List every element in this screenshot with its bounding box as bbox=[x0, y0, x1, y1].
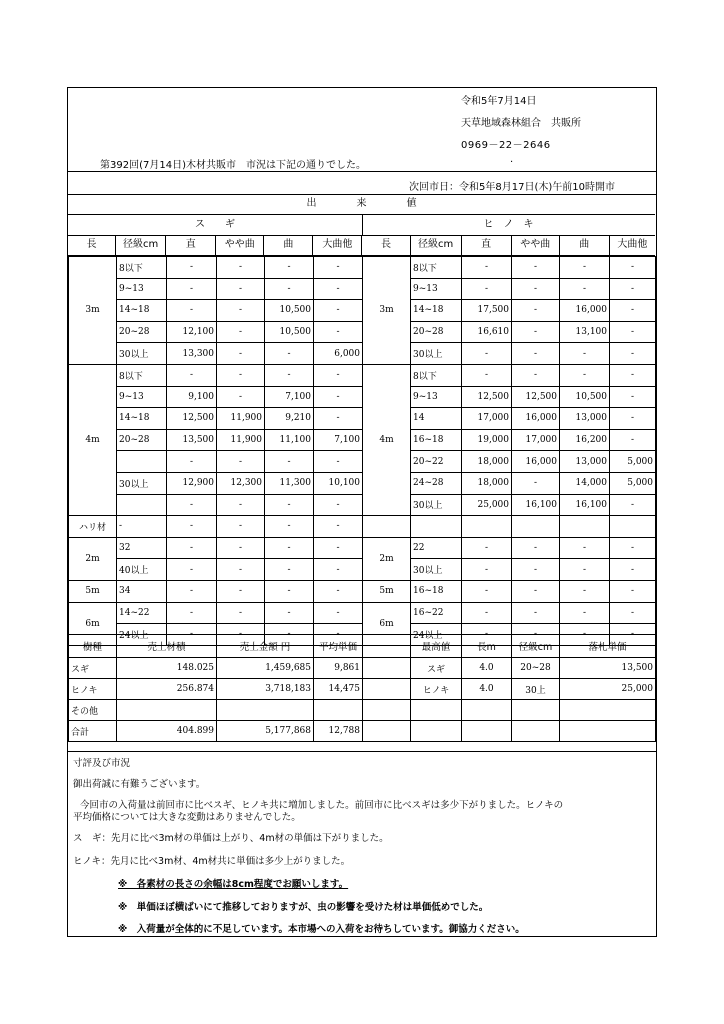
price-cell: - bbox=[314, 624, 363, 646]
price-cell: - bbox=[217, 494, 265, 516]
summary-row bbox=[69, 700, 656, 721]
summary-header-cell: 最高値 bbox=[411, 635, 462, 658]
price-cell: 13,100 bbox=[560, 321, 610, 343]
stray-dot: . bbox=[510, 154, 514, 165]
length-cell: 2m bbox=[69, 537, 117, 580]
price-cell: 5,000 bbox=[610, 451, 656, 473]
summary-header-cell: 落札単価 bbox=[560, 635, 656, 658]
price-cell: 11,300 bbox=[265, 472, 314, 494]
price-cell: 12,900 bbox=[167, 472, 217, 494]
summary-header-cell: 売上金額 円 bbox=[217, 635, 314, 658]
price-cell: - bbox=[462, 537, 512, 559]
table-row bbox=[69, 472, 656, 494]
col-straight-h: 直 bbox=[462, 235, 512, 255]
price-cell: - bbox=[610, 408, 656, 430]
price-cell: - bbox=[167, 257, 217, 279]
summary-value-cell: 25,000 bbox=[560, 679, 656, 700]
price-cell: 17,000 bbox=[512, 429, 560, 451]
summary-spacer-cell bbox=[363, 635, 411, 658]
summary-table bbox=[68, 634, 656, 742]
diameter-cell: 34 bbox=[117, 580, 167, 602]
price-cell: - bbox=[265, 451, 314, 473]
note-supply-shortage: ※ 入荷量が全体的に不足しています。本市場への入荷をお待ちしています。御協力ください。 bbox=[118, 924, 525, 935]
price-cell: - bbox=[217, 386, 265, 408]
price-cell: - bbox=[265, 364, 314, 386]
summary-value-cell: 148.025 bbox=[117, 658, 217, 679]
col-slightly-curved: やや曲 bbox=[216, 235, 264, 255]
price-cell: - bbox=[512, 602, 560, 624]
summary-value-cell: 256.874 bbox=[117, 679, 217, 700]
diameter-cell bbox=[117, 494, 167, 516]
length-cell: 4m bbox=[69, 364, 117, 515]
price-cell: 16,100 bbox=[560, 494, 610, 516]
diameter-cell: 8以下 bbox=[117, 257, 167, 279]
summary-header-row bbox=[69, 635, 656, 658]
table-row bbox=[69, 278, 656, 300]
price-cell: 10,500 bbox=[560, 386, 610, 408]
price-cell: - bbox=[560, 559, 610, 581]
price-cell: 7,100 bbox=[314, 429, 363, 451]
price-cell: 12,500 bbox=[462, 386, 512, 408]
summary-spacer-cell bbox=[363, 700, 411, 721]
price-cell: 16,000 bbox=[560, 300, 610, 322]
summary-header-cell: 平均単価 bbox=[314, 635, 363, 658]
price-cell: 10,100 bbox=[314, 472, 363, 494]
price-cell: 16,610 bbox=[462, 321, 512, 343]
diameter-cell: 16~18 bbox=[411, 429, 462, 451]
price-cell: - bbox=[314, 537, 363, 559]
length-cell: 3m bbox=[69, 257, 117, 365]
summary-spacer-cell bbox=[363, 679, 411, 700]
summary-spacer-cell bbox=[363, 658, 411, 679]
price-cell: - bbox=[610, 278, 656, 300]
summary-spacer-cell bbox=[363, 721, 411, 742]
summary-value-cell: 20~28 bbox=[512, 658, 560, 679]
price-cell: - bbox=[314, 257, 363, 279]
phone-number: 0969－22－2646 bbox=[461, 140, 551, 151]
diameter-cell: 32 bbox=[117, 537, 167, 559]
summary-value-cell: 404.899 bbox=[117, 721, 217, 742]
diameter-cell: 14~18 bbox=[117, 300, 167, 322]
price-cell: - bbox=[167, 580, 217, 602]
price-cell: - bbox=[167, 602, 217, 624]
summary-value-cell bbox=[411, 700, 462, 721]
species-cell: ヒノキ bbox=[69, 679, 117, 700]
diameter-cell: 24~28 bbox=[411, 472, 462, 494]
price-cell: - bbox=[560, 343, 610, 365]
summary-value-cell: 14,475 bbox=[314, 679, 363, 700]
length-cell: ハリ材 bbox=[69, 516, 117, 538]
price-cell: - bbox=[512, 364, 560, 386]
price-cell: - bbox=[610, 580, 656, 602]
price-cell: 19,000 bbox=[462, 429, 512, 451]
table-row bbox=[69, 580, 656, 602]
price-cell bbox=[512, 516, 560, 538]
price-cell: - bbox=[217, 278, 265, 300]
price-cell: - bbox=[265, 559, 314, 581]
report-date: 令和5年7月14日 bbox=[461, 96, 537, 107]
price-cell: - bbox=[167, 516, 217, 538]
price-cell: - bbox=[560, 624, 610, 646]
greeting: 御出荷誠に有難うございます。 bbox=[73, 779, 206, 790]
organization-name: 天草地域森林組合 共販所 bbox=[461, 118, 581, 129]
summary-value-cell: 13,500 bbox=[560, 658, 656, 679]
summary-header-cell: 径級cm bbox=[512, 635, 560, 658]
summary-value-cell: 4.0 bbox=[462, 679, 512, 700]
length-cell: 4m bbox=[363, 364, 411, 515]
section-title: 出 来 値 bbox=[68, 194, 655, 215]
report-title: 第392回(7月14日)木材共販市 市況は下記の通りでした。 bbox=[100, 160, 366, 171]
diameter-cell: 9~13 bbox=[411, 386, 462, 408]
summary-header-cell: 長m bbox=[462, 635, 512, 658]
comments-divider bbox=[68, 751, 656, 752]
summary-value-cell bbox=[462, 700, 512, 721]
diameter-cell: 8以下 bbox=[411, 257, 462, 279]
price-cell: - bbox=[610, 257, 656, 279]
length-cell: 5m bbox=[363, 580, 411, 602]
table-row bbox=[69, 257, 656, 279]
price-cell: - bbox=[265, 624, 314, 646]
price-cell: - bbox=[217, 602, 265, 624]
price-cell: - bbox=[314, 559, 363, 581]
diameter-cell: 30以上 bbox=[117, 343, 167, 365]
summary-value-cell bbox=[462, 721, 512, 742]
price-cell: - bbox=[610, 494, 656, 516]
price-report-sheet bbox=[67, 87, 657, 937]
diameter-cell: 30以上 bbox=[411, 343, 462, 365]
price-cell: - bbox=[560, 364, 610, 386]
table-row bbox=[69, 537, 656, 559]
price-cell: 12,500 bbox=[167, 408, 217, 430]
summary-value-cell: 12,788 bbox=[314, 721, 363, 742]
price-cell: - bbox=[462, 278, 512, 300]
price-cell: 6,000 bbox=[314, 343, 363, 365]
price-cell: - bbox=[512, 580, 560, 602]
price-cell: - bbox=[610, 559, 656, 581]
price-cell: 13,500 bbox=[167, 429, 217, 451]
price-cell: 13,300 bbox=[167, 343, 217, 365]
price-cell: 12,500 bbox=[512, 386, 560, 408]
col-length: 長 bbox=[68, 235, 116, 255]
diameter-cell: 24以上 bbox=[411, 624, 462, 646]
price-cell: 12,300 bbox=[217, 472, 265, 494]
price-cell: - bbox=[314, 451, 363, 473]
price-cell: 11,900 bbox=[217, 429, 265, 451]
price-cell: - bbox=[217, 300, 265, 322]
price-cell: 13,000 bbox=[560, 408, 610, 430]
diameter-cell: 40以上 bbox=[117, 559, 167, 581]
price-cell: - bbox=[610, 429, 656, 451]
price-cell: - bbox=[167, 559, 217, 581]
summary-value-cell: 4.0 bbox=[462, 658, 512, 679]
col-straight: 直 bbox=[166, 235, 216, 255]
price-cell bbox=[560, 516, 610, 538]
price-cell: - bbox=[314, 300, 363, 322]
diameter-cell bbox=[411, 516, 462, 538]
table-row bbox=[69, 516, 656, 538]
price-cell: - bbox=[610, 386, 656, 408]
summary-value-cell bbox=[512, 700, 560, 721]
table-row bbox=[69, 602, 656, 624]
price-cell: 7,100 bbox=[265, 386, 314, 408]
summary-header-cell: 売上材積 bbox=[117, 635, 217, 658]
col-very-curved: 大曲他 bbox=[313, 235, 362, 255]
diameter-cell: 9~13 bbox=[117, 386, 167, 408]
price-cell: - bbox=[217, 580, 265, 602]
price-cell: - bbox=[217, 343, 265, 365]
price-cell: - bbox=[167, 364, 217, 386]
price-cell: - bbox=[462, 580, 512, 602]
diameter-cell bbox=[117, 451, 167, 473]
price-cell: - bbox=[265, 343, 314, 365]
price-cell: - bbox=[265, 494, 314, 516]
price-table bbox=[68, 256, 656, 646]
price-cell: - bbox=[167, 537, 217, 559]
summary-value-cell bbox=[560, 721, 656, 742]
price-cell: - bbox=[217, 537, 265, 559]
price-cell: - bbox=[560, 602, 610, 624]
note-insect-damage: ※ 単価ほぼ横ばいにて推移しておりますが、虫の影響を受けた材は単価低めでした。 bbox=[118, 902, 489, 913]
summary-row bbox=[69, 679, 656, 700]
diameter-cell: 8以下 bbox=[117, 364, 167, 386]
market-paragraph-line2: 平均価格については大きな変動はありませんでした。 bbox=[73, 812, 301, 823]
price-cell: - bbox=[560, 257, 610, 279]
diameter-cell: 30以上 bbox=[117, 472, 167, 494]
summary-value-cell: 1,459,685 bbox=[217, 658, 314, 679]
col-length-h: 長 bbox=[362, 235, 410, 255]
price-cell bbox=[610, 516, 656, 538]
price-cell: - bbox=[512, 559, 560, 581]
price-cell: - bbox=[217, 516, 265, 538]
hinoki-comment: ヒノキ：先月に比べ3m材、4m材共に単価は多少上がりました。 bbox=[73, 856, 351, 867]
price-cell: - bbox=[512, 537, 560, 559]
diameter-cell: 14~22 bbox=[117, 602, 167, 624]
price-cell: - bbox=[512, 278, 560, 300]
price-cell: - bbox=[610, 602, 656, 624]
price-cell: 17,500 bbox=[462, 300, 512, 322]
table-row bbox=[69, 451, 656, 473]
price-cell: 16,200 bbox=[560, 429, 610, 451]
price-cell: 9,210 bbox=[265, 408, 314, 430]
price-cell: - bbox=[265, 516, 314, 538]
price-cell: - bbox=[462, 343, 512, 365]
price-cell: - bbox=[512, 343, 560, 365]
diameter-cell: 16~18 bbox=[411, 580, 462, 602]
diameter-cell: 24以上 bbox=[117, 624, 167, 646]
diameter-cell: 9~13 bbox=[411, 278, 462, 300]
price-cell: - bbox=[314, 364, 363, 386]
price-cell: - bbox=[610, 364, 656, 386]
price-cell: - bbox=[314, 278, 363, 300]
price-cell: - bbox=[462, 602, 512, 624]
sugi-comment: ス ギ：先月に比べ3m材の単価は上がり、4m材の単価は下がりました。 bbox=[73, 833, 389, 844]
price-cell: - bbox=[462, 257, 512, 279]
price-cell: 17,000 bbox=[462, 408, 512, 430]
species-cell: その他 bbox=[69, 700, 117, 721]
price-cell bbox=[462, 516, 512, 538]
price-cell: - bbox=[265, 278, 314, 300]
diameter-cell: 14~18 bbox=[411, 300, 462, 322]
diameter-cell: 20~28 bbox=[117, 321, 167, 343]
price-cell: 9,100 bbox=[167, 386, 217, 408]
length-cell: 6m bbox=[69, 602, 117, 645]
price-cell: - bbox=[610, 343, 656, 365]
length-cell bbox=[363, 516, 411, 538]
summary-value-cell bbox=[411, 721, 462, 742]
price-cell: - bbox=[314, 321, 363, 343]
price-cell: 10,500 bbox=[265, 321, 314, 343]
table-row bbox=[69, 494, 656, 516]
price-cell: - bbox=[512, 321, 560, 343]
price-cell: - bbox=[462, 364, 512, 386]
col-curved-h: 曲 bbox=[560, 235, 610, 255]
col-slightly-curved-h: やや曲 bbox=[512, 235, 560, 255]
table-row bbox=[69, 300, 656, 322]
price-cell: - bbox=[265, 580, 314, 602]
price-cell: - bbox=[265, 257, 314, 279]
summary-header-cell: 樹種 bbox=[69, 635, 117, 658]
price-cell: - bbox=[167, 278, 217, 300]
price-cell: - bbox=[610, 300, 656, 322]
price-cell: 11,100 bbox=[265, 429, 314, 451]
table-row bbox=[69, 429, 656, 451]
species-cell: スギ bbox=[69, 658, 117, 679]
price-cell: - bbox=[217, 451, 265, 473]
length-cell: 6m bbox=[363, 602, 411, 645]
price-cell: 10,500 bbox=[265, 300, 314, 322]
price-cell: - bbox=[167, 451, 217, 473]
species-header-hinoki: ヒ ノ キ bbox=[362, 215, 655, 236]
diameter-cell: 8以下 bbox=[411, 364, 462, 386]
price-cell: - bbox=[167, 624, 217, 646]
price-cell: 16,100 bbox=[512, 494, 560, 516]
table-row bbox=[69, 386, 656, 408]
diameter-cell: 14 bbox=[411, 408, 462, 430]
price-cell: - bbox=[265, 602, 314, 624]
price-cell: - bbox=[265, 537, 314, 559]
price-cell: - bbox=[314, 386, 363, 408]
summary-value-cell: 3,718,183 bbox=[217, 679, 314, 700]
summary-value-cell: 9,861 bbox=[314, 658, 363, 679]
note-length-margin: ※ 各素材の長さの余幅は8cm程度でお願いします。 bbox=[118, 879, 349, 890]
price-cell: - bbox=[512, 300, 560, 322]
price-cell: - bbox=[217, 624, 265, 646]
price-cell: 18,000 bbox=[462, 472, 512, 494]
price-cell: - bbox=[610, 321, 656, 343]
price-cell: - bbox=[560, 278, 610, 300]
table-row bbox=[69, 343, 656, 365]
price-cell: 13,000 bbox=[560, 451, 610, 473]
summary-value-cell: ヒノキ bbox=[411, 679, 462, 700]
species-cell: 合計 bbox=[69, 721, 117, 742]
next-market-date: 次回市日：令和5年8月17日(木)午前10時開市 bbox=[409, 182, 615, 193]
species-header-sugi: ス ギ bbox=[68, 215, 363, 236]
summary-value-cell bbox=[117, 700, 217, 721]
price-cell: 25,000 bbox=[462, 494, 512, 516]
price-cell: - bbox=[314, 602, 363, 624]
summary-value-cell bbox=[217, 700, 314, 721]
diameter-cell: 22 bbox=[411, 537, 462, 559]
col-very-curved-h: 大曲他 bbox=[617, 239, 648, 250]
price-cell: - bbox=[314, 580, 363, 602]
col-curved: 曲 bbox=[264, 235, 313, 255]
table-row bbox=[69, 321, 656, 343]
price-cell: - bbox=[314, 408, 363, 430]
price-cell: - bbox=[217, 364, 265, 386]
length-cell: 5m bbox=[69, 580, 117, 602]
price-cell: - bbox=[462, 624, 512, 646]
summary-value-cell bbox=[560, 700, 656, 721]
length-cell: 3m bbox=[363, 257, 411, 365]
price-cell: 11,900 bbox=[217, 408, 265, 430]
summary-value-cell: 30上 bbox=[512, 679, 560, 700]
summary-row bbox=[69, 658, 656, 679]
price-cell: - bbox=[217, 257, 265, 279]
price-cell: - bbox=[314, 494, 363, 516]
table-row bbox=[69, 559, 656, 581]
diameter-cell: 20~28 bbox=[411, 321, 462, 343]
price-cell: - bbox=[610, 537, 656, 559]
price-cell: - bbox=[462, 559, 512, 581]
table-row bbox=[69, 408, 656, 430]
summary-row bbox=[69, 721, 656, 742]
price-cell: 16,000 bbox=[512, 451, 560, 473]
header-divider bbox=[68, 171, 656, 172]
price-cell: - bbox=[610, 624, 656, 646]
price-cell: 18,000 bbox=[462, 451, 512, 473]
column-header-row bbox=[68, 235, 655, 256]
diameter-cell: 30以上 bbox=[411, 559, 462, 581]
diameter-cell: 14~18 bbox=[117, 408, 167, 430]
summary-value-cell bbox=[512, 721, 560, 742]
price-cell: - bbox=[217, 559, 265, 581]
summary-value-cell: スギ bbox=[411, 658, 462, 679]
table-row bbox=[69, 364, 656, 386]
comments-heading: 寸評及び市況 bbox=[73, 758, 131, 769]
price-cell: 16,000 bbox=[512, 408, 560, 430]
col-diameter-h: 径級cm bbox=[411, 235, 462, 255]
summary-value-cell: 5,177,868 bbox=[217, 721, 314, 742]
length-cell: 2m bbox=[363, 537, 411, 580]
price-cell: - bbox=[167, 494, 217, 516]
summary-value-cell bbox=[314, 700, 363, 721]
price-cell: - bbox=[512, 472, 560, 494]
price-cell: - bbox=[560, 537, 610, 559]
price-cell: 12,100 bbox=[167, 321, 217, 343]
diameter-cell: 20~22 bbox=[411, 451, 462, 473]
price-cell: - bbox=[167, 300, 217, 322]
price-cell: - bbox=[217, 321, 265, 343]
diameter-cell: 9~13 bbox=[117, 278, 167, 300]
price-cell: - bbox=[560, 580, 610, 602]
price-cell: - bbox=[512, 257, 560, 279]
price-cell: - bbox=[314, 516, 363, 538]
price-cell: 5,000 bbox=[610, 472, 656, 494]
diameter-cell: 30以上 bbox=[411, 494, 462, 516]
diameter-cell: - bbox=[117, 516, 167, 538]
diameter-cell: 16~22 bbox=[411, 602, 462, 624]
diameter-cell: 20~28 bbox=[117, 429, 167, 451]
market-paragraph-line1: 今回市の入荷量は前回市に比べスギ、ヒノキ共に増加しました。前回市に比べスギは多少下がりました。ヒノキの bbox=[80, 800, 564, 811]
price-cell: 14,000 bbox=[560, 472, 610, 494]
price-cell: - bbox=[512, 624, 560, 646]
col-diameter: 径級cm bbox=[116, 235, 166, 255]
